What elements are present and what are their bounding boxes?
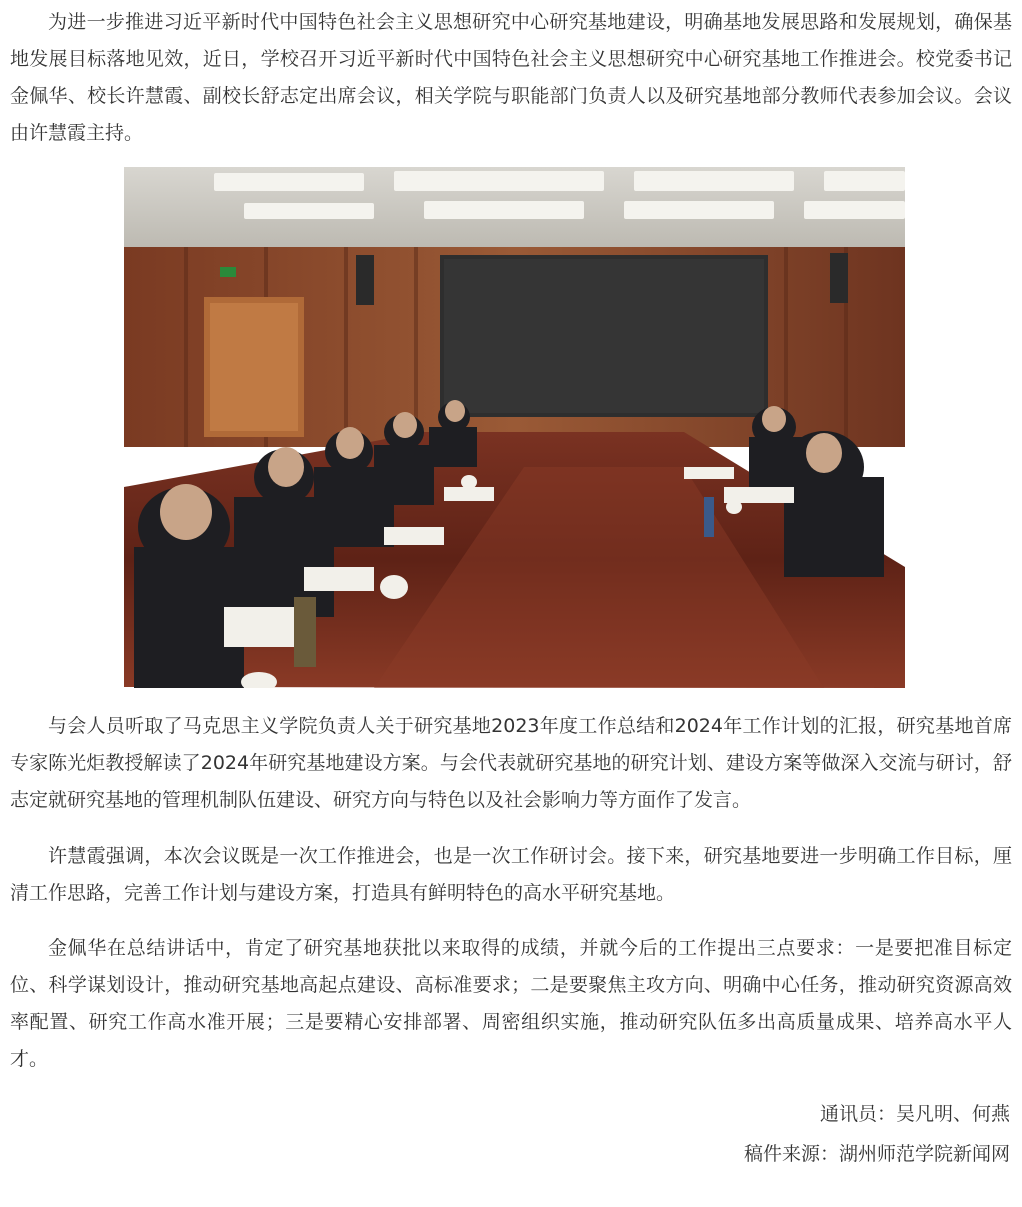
source-credit: 稿件来源：湖州师范学院新闻网 bbox=[743, 1143, 1010, 1165]
paragraph-emphasis: 许慧霞强调，本次会议既是一次工作推进会，也是一次工作研讨会。接下来，研究基地要进一步明确工作目标，厘清工作思路，完善工作计划与建设方案，打造具有鲜明特色的高水平研究基地。 bbox=[10, 845, 1012, 904]
paragraph-intro: 为进一步推进习近平新时代中国特色社会主义思想研究中心研究基地建设，明确基地发展思路和发展规划，确保基地发展目标落地见效，近日，学校召开习近平新时代中国特色社会主义思想研究中心研究基地工作推进会。校党委书记金佩华、校长许慧霞、副校长舒志定出席会议，相关学院与职能部门负责人以及研究基地部分教师代表参加会议。会议由许慧霞主持。 bbox=[10, 11, 1012, 144]
paragraph-summary: 金佩华在总结讲话中，肯定了研究基地获批以来取得的成绩，并就今后的工作提出三点要求：一是要把准目标定位、科学谋划设计，推动研究基地高起点建设、高标准要求；二是要聚焦主攻方向、明确中心任务，推动研究资源高效率配置、研究工作高水准开展；三是要精心安排部署、周密组织实施，推动研究队伍多出高质量成果、培养高水平人才。 bbox=[10, 937, 1012, 1070]
paragraph-report: 与会人员听取了马克思主义学院负责人关于研究基地2023年度工作总结和2024年工作计划的汇报，研究基地首席专家陈光炬教授解读了2024年研究基地建设方案。与会代表就研究基地的研究计划、建设方案等做深入交流与研讨，舒志定就研究基地的管理机制队伍建设、研究方向与特色以及社会影响力等方面作了发言。 bbox=[10, 715, 1012, 811]
meeting-photo-icon bbox=[124, 167, 905, 688]
reporter-credit: 通讯员：吴凡明、何燕 bbox=[819, 1103, 1010, 1125]
meeting-photo bbox=[124, 167, 905, 688]
